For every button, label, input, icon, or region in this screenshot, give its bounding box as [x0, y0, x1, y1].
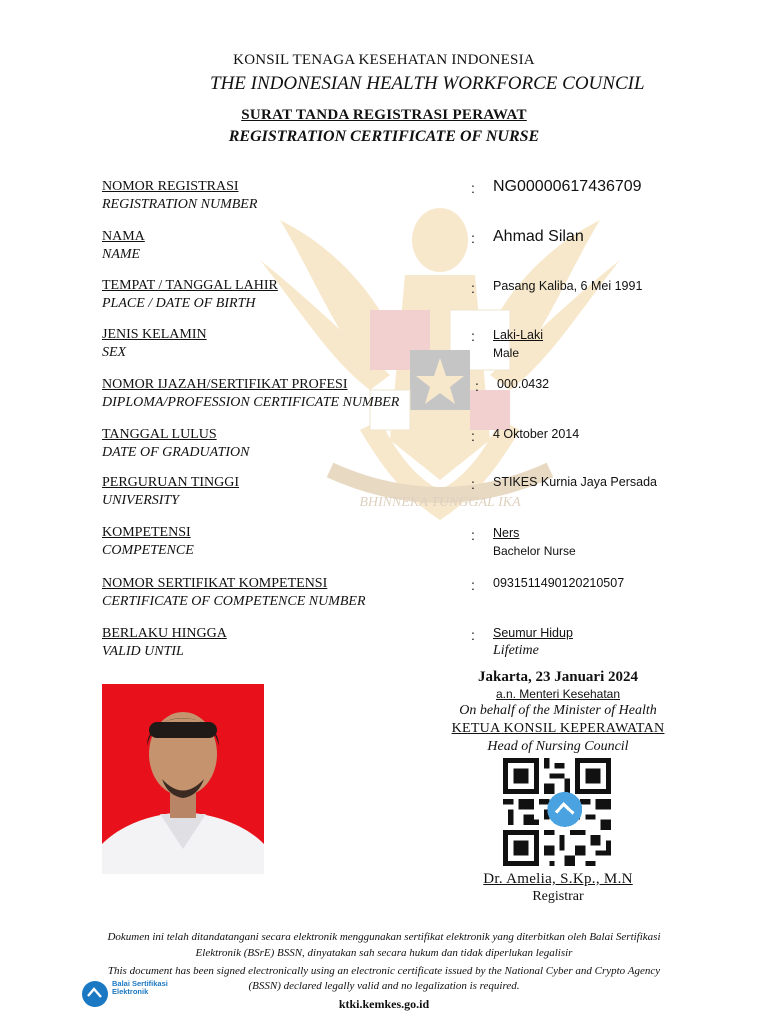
website-link[interactable]: ktki.kemkes.go.id	[338, 997, 430, 1011]
qr-code-icon	[500, 758, 614, 866]
footer-note-en-2: (BSSN) declared legally valid and no legalization is required.	[248, 980, 520, 992]
colon: :	[471, 428, 475, 444]
signature-block	[420, 668, 696, 756]
colon: :	[471, 280, 475, 296]
colon: :	[471, 527, 475, 543]
council-head-en: Head of Nursing Council	[487, 739, 629, 754]
valid-until-value: Seumur Hidup Lifetime	[493, 626, 573, 658]
colon: :	[471, 577, 475, 593]
certificate-title-id: SURAT TANDA REGISTRASI PERAWAT	[241, 107, 527, 123]
diploma-value: 000.0432	[497, 377, 550, 391]
field-birth-label: TEMPAT / TANGGAL LAHIR PLACE / DATE OF BIRTH	[102, 278, 278, 311]
emblem-motto: BHINNEKA TUNGGAL IKA	[359, 495, 521, 510]
field-valid-until-label: BERLAKU HINGGA VALID UNTIL	[102, 626, 227, 659]
colon: :	[475, 378, 479, 394]
name-value: Ahmad Silan	[493, 228, 584, 245]
colon: :	[471, 476, 475, 492]
signature-place-date: Jakarta, 23 Januari 2024	[477, 669, 638, 685]
council-head-id: KETUA KONSIL KEPERAWATAN	[451, 721, 665, 736]
field-sex-label: JENIS KELAMIN SEX	[102, 327, 207, 360]
field-registration-number-label: NOMOR REGISTRASI REGISTRATION NUMBER	[102, 179, 258, 212]
colon: :	[471, 230, 475, 246]
field-diploma-label: NOMOR IJAZAH/SERTIFIKAT PROFESI DIPLOMA/PROFESSION CERTIFICATE NUMBER	[102, 377, 400, 410]
footer-note-id-2: Elektronik (BSrE) BSSN, dinyatakan sah secara hukum dan tidak diperlukan legalisir	[195, 947, 573, 959]
competence-value: Ners Bachelor Nurse	[493, 526, 576, 558]
signer-name: Dr. Amelia, S.Kp., M.N	[483, 871, 633, 887]
signer-role: Registrar	[532, 889, 584, 904]
university-value: STIKES Kurnia Jaya Persada	[493, 475, 657, 489]
sex-value: Laki-Laki Male	[493, 328, 544, 360]
colon: :	[471, 180, 475, 196]
bsre-logo-text: Balai Sertifikasi Elektronik	[112, 979, 168, 996]
registration-number-value: NG00000617436709	[493, 178, 642, 195]
holder-photo	[102, 684, 264, 874]
field-graduation-label: TANGGAL LULUS DATE OF GRADUATION	[102, 427, 250, 460]
signer-block	[420, 870, 696, 906]
certificate-title-en: REGISTRATION CERTIFICATE OF NURSE	[228, 128, 540, 145]
person-portrait-icon	[102, 684, 264, 874]
competence-cert-value: 0931511490120210507	[493, 576, 625, 590]
council-name-id: KONSIL TENAGA KESEHATAN INDONESIA	[233, 52, 535, 68]
field-competence-label: KOMPETENSI COMPETENCE	[102, 525, 194, 558]
field-name-label: NAMA NAME	[102, 229, 145, 262]
field-competence-cert-label: NOMOR SERTIFIKAT KOMPETENSI CERTIFICATE OF COMPETENCE NUMBER	[102, 576, 366, 609]
footer-note-id-1: Dokumen ini telah ditandatangani secara elektronik menggunakan sertifikat elektronik yang diterbitkan oleh Balai Sertifikasi	[107, 931, 661, 943]
colon: :	[471, 627, 475, 643]
field-university-label: PERGURUAN TINGGI UNIVERSITY	[102, 475, 240, 508]
on-behalf-id: a.n. Menteri Kesehatan	[495, 687, 621, 701]
graduation-value: 4 Oktober 2014	[493, 427, 580, 441]
council-name-en: THE INDONESIAN HEALTH WORKFORCE COUNCIL	[210, 73, 645, 94]
colon: :	[471, 328, 475, 344]
footer-note-en-1: This document has been signed electronically using an electronic certificate issued by the National Cyber and Crypto Agency	[107, 965, 661, 977]
on-behalf-en: On behalf of the Minister of Health	[459, 703, 657, 718]
birth-value: Pasang Kaliba, 6 Mei 1991	[493, 279, 643, 293]
